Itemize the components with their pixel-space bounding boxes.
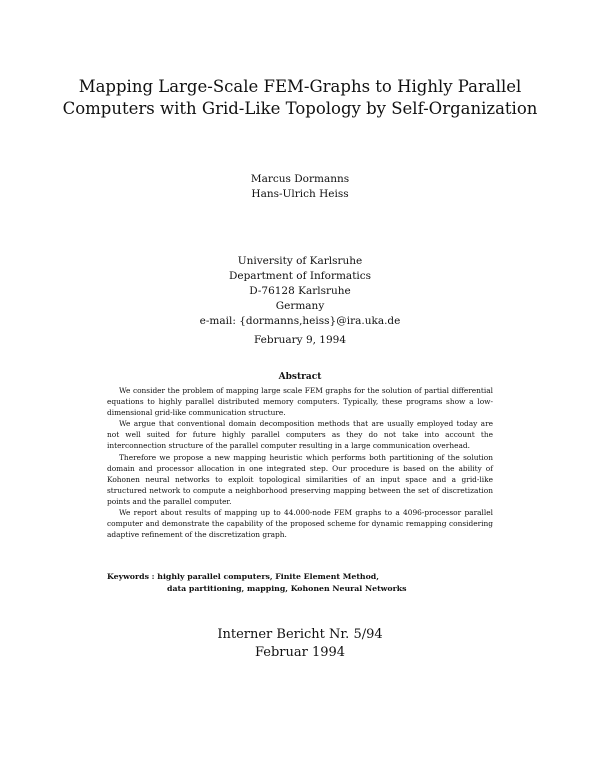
keywords-line-1: highly parallel computers, Finite Element Method,: [157, 572, 379, 581]
report-block: [150, 626, 450, 662]
author-name: Hans-Ulrich Heiss: [251, 188, 349, 200]
affiliation-email: e-mail: {dormanns,heiss}@ira.uka.de: [199, 315, 401, 327]
abstract-paragraph: We argue that conventional domain decomposition methods that are usually employed today are not well suited for future highly parallel computers as they do not take into account the interconnection structure of the parallel computer resulting in a large communication overhead.: [107, 419, 493, 451]
abstract-paragraph: Therefore we propose a new mapping heuristic which performs both partitioning of the solution domain and processor allocation in one integrated step. Our procedure is based on the ability of Kohonen neural networks to exploit topological similarities of an input space and a grid-like structured network to compute a neighborhood preserving mapping between the set of discretization points and the parallel computer.: [107, 452, 493, 506]
publication-date: February 9, 1994: [253, 334, 347, 346]
report-date: Februar 1994: [254, 645, 346, 660]
keywords-block: [107, 571, 507, 595]
affiliation-country: Germany: [275, 300, 325, 312]
title-line-2: Computers with Grid-Like Topology by Self-Organization: [62, 99, 538, 118]
affiliation-department: Department of Informatics: [228, 270, 372, 282]
abstract-heading: Abstract: [278, 372, 322, 382]
report-number: Interner Bericht Nr. 5/94: [217, 627, 383, 642]
keywords-label: Keywords :: [107, 572, 155, 581]
abstract-paragraph: We consider the problem of mapping large scale FEM graphs for the solution of partial differential equations to highly parallel distributed memory computers. Typically, these programs show a low-dimensional grid-like communication structure.: [107, 386, 493, 418]
author-block: [150, 172, 450, 202]
affiliation-city: D-76128 Karlsruhe: [249, 285, 351, 297]
author-name: Marcus Dormanns: [250, 173, 350, 185]
abstract-paragraph: We report about results of mapping up to 44.000-node FEM graphs to a 4096-processor parallel computer and demonstrate the capability of the proposed scheme for dynamic remapping considering adaptive refinement of the discretization graph.: [107, 508, 493, 540]
affiliation-university: University of Karlsruhe: [237, 255, 363, 267]
title-line-1: Mapping Large-Scale FEM-Graphs to Highly Parallel: [78, 77, 522, 96]
abstract-body: [107, 385, 493, 540]
keywords-row-1: [107, 571, 507, 583]
affiliation-block: [150, 254, 450, 329]
keywords-line-2: data partitioning, mapping, Kohonen Neural Networks: [167, 584, 407, 593]
paper-title: [60, 76, 540, 120]
